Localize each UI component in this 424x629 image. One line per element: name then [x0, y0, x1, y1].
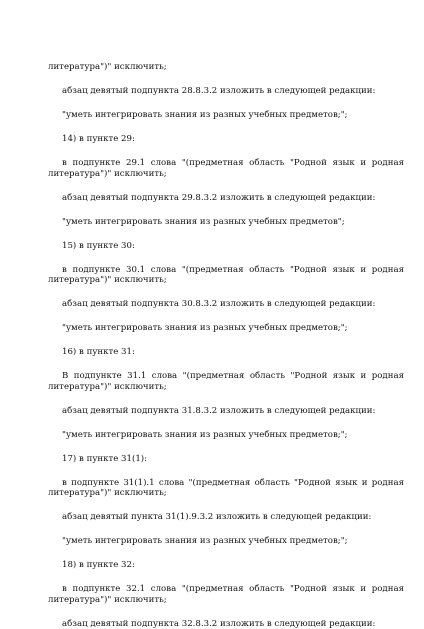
paragraph: "уметь интегрировать знания из разных учебных предметов";: [48, 217, 404, 228]
paragraph: в подпункте 31(1).1 слова "(предметная область "Родной язык и родная литература")" исключить;: [48, 478, 404, 499]
paragraph: в подпункте 32.1 слова "(предметная область "Родной язык и родная литература")" исключить;: [48, 584, 404, 605]
paragraph: абзац девятый подпункта 28.8.3.2 изложить в следующей редакции:: [48, 86, 404, 97]
paragraph: в подпункте 29.1 слова "(предметная область "Родной язык и родная литература")" исключить;: [48, 158, 404, 179]
paragraph: в подпункте 30.1 слова "(предметная область "Родной язык и родная литература")" исключить;: [48, 265, 404, 286]
paragraph: В подпункте 31.1 слова "(предметная область "Родной язык и родная литература")" исключить;: [48, 371, 404, 392]
paragraph: абзац девятый подпункта 31.8.3.2 изложить в следующей редакции:: [48, 406, 404, 417]
paragraph: абзац девятый подпункта 30.8.3.2 изложить в следующей редакции:: [48, 299, 404, 310]
paragraph: 14) в пункте 29:: [48, 134, 404, 145]
paragraph: "уметь интегрировать знания из разных учебных предметов;";: [48, 536, 404, 547]
paragraph: абзац девятый подпункта 32.8.3.2 изложить в следующей редакции:: [48, 619, 404, 629]
paragraph: "уметь интегрировать знания из разных учебных предметов;";: [48, 110, 404, 121]
paragraph: 17) в пункте 31(1):: [48, 454, 404, 465]
paragraph-continuation: литература")" исключить;: [48, 62, 404, 73]
paragraph: абзац девятый подпункта 29.8.3.2 изложить в следующей редакции:: [48, 193, 404, 204]
paragraph: абзац девятый пункта 31(1).9.3.2 изложить в следующей редакции:: [48, 512, 404, 523]
paragraph: "уметь интегрировать знания из разных учебных предметов;";: [48, 430, 404, 441]
paragraph: 16) в пункте 31:: [48, 347, 404, 358]
paragraph: "уметь интегрировать знания из разных учебных предметов;";: [48, 323, 404, 334]
paragraph: 18) в пункте 32:: [48, 560, 404, 571]
paragraph: 15) в пункте 30:: [48, 241, 404, 252]
